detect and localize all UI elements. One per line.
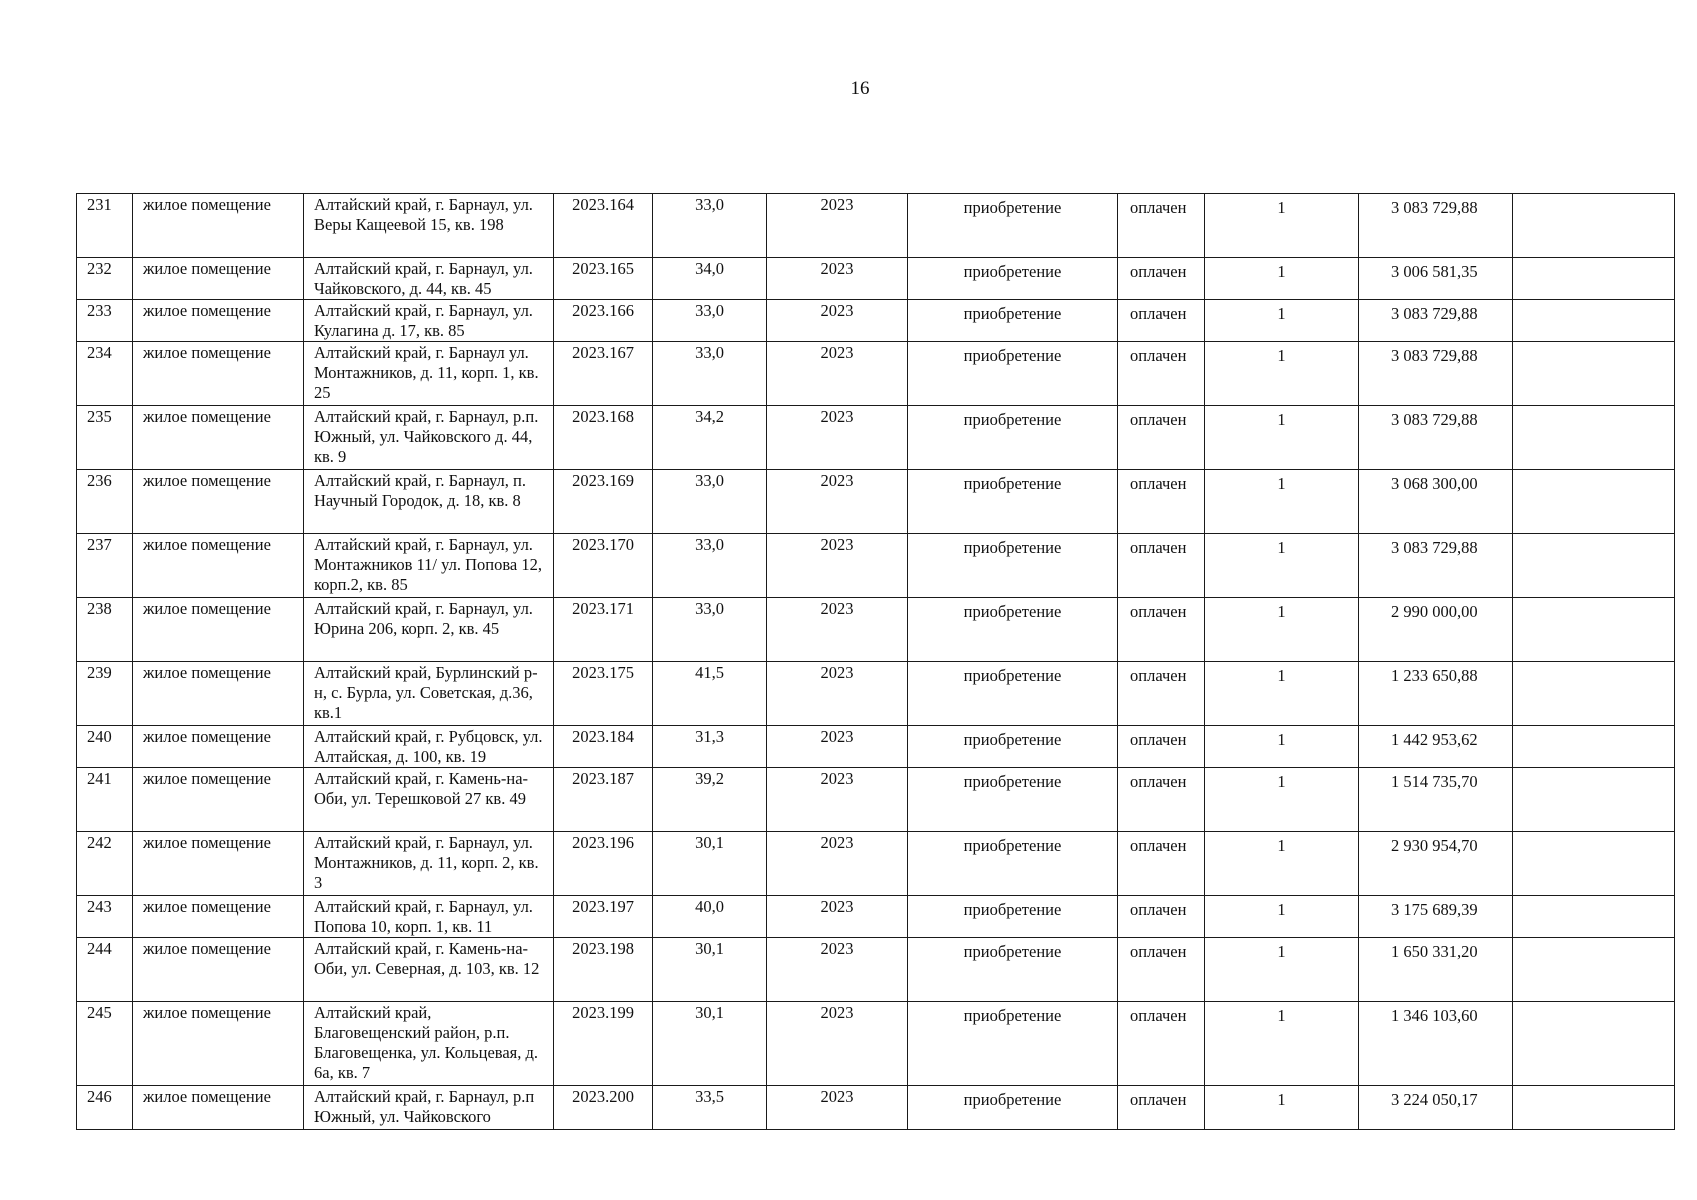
operation-cell: приобретение — [908, 832, 1118, 896]
payment-status-cell: оплачен — [1118, 406, 1205, 470]
area-cell: 33,0 — [653, 300, 767, 342]
area-cell: 33,0 — [653, 470, 767, 534]
quantity-cell: 1 — [1205, 832, 1359, 896]
empty-cell — [1513, 598, 1675, 662]
operation-cell: приобретение — [908, 470, 1118, 534]
table-row — [77, 534, 1675, 598]
empty-cell — [1513, 406, 1675, 470]
operation-cell: приобретение — [908, 194, 1118, 258]
property-type-cell: жилое помещение — [133, 662, 304, 726]
quantity-cell: 1 — [1205, 534, 1359, 598]
property-registry-table — [76, 193, 1675, 1130]
quantity-cell: 1 — [1205, 406, 1359, 470]
table-row — [77, 194, 1675, 258]
table-row — [77, 1002, 1675, 1086]
property-type-cell: жилое помещение — [133, 1002, 304, 1086]
year-cell: 2023 — [767, 342, 908, 406]
year-cell: 2023 — [767, 300, 908, 342]
operation-cell: приобретение — [908, 1002, 1118, 1086]
payment-status-cell: оплачен — [1118, 1086, 1205, 1130]
year-cell: 2023 — [767, 938, 908, 1002]
registry-number-cell: 2023.164 — [554, 194, 653, 258]
price-cell: 3 175 689,39 — [1359, 896, 1513, 938]
property-type-cell: жилое помещение — [133, 406, 304, 470]
year-cell: 2023 — [767, 470, 908, 534]
registry-number-cell: 2023.197 — [554, 896, 653, 938]
property-type-cell: жилое помещение — [133, 832, 304, 896]
property-type-cell: жилое помещение — [133, 896, 304, 938]
table-row — [77, 598, 1675, 662]
operation-cell: приобретение — [908, 938, 1118, 1002]
table-row — [77, 342, 1675, 406]
price-cell: 3 083 729,88 — [1359, 194, 1513, 258]
table-body — [77, 194, 1675, 1130]
empty-cell — [1513, 342, 1675, 406]
table-row — [77, 938, 1675, 1002]
address-cell: Алтайский край, г. Барнаул, ул. Попова 10, корп. 1, кв. 11 — [304, 896, 554, 938]
area-cell: 34,0 — [653, 258, 767, 300]
row-number-cell: 237 — [77, 534, 133, 598]
registry-number-cell: 2023.168 — [554, 406, 653, 470]
area-cell: 41,5 — [653, 662, 767, 726]
area-cell: 33,0 — [653, 534, 767, 598]
row-number-cell: 236 — [77, 470, 133, 534]
empty-cell — [1513, 662, 1675, 726]
address-cell: Алтайский край, г. Барнаул, ул. Веры Кащеевой 15, кв. 198 — [304, 194, 554, 258]
area-cell: 30,1 — [653, 938, 767, 1002]
operation-cell: приобретение — [908, 598, 1118, 662]
row-number-cell: 241 — [77, 768, 133, 832]
empty-cell — [1513, 1086, 1675, 1130]
quantity-cell: 1 — [1205, 598, 1359, 662]
payment-status-cell: оплачен — [1118, 194, 1205, 258]
address-cell: Алтайский край, г. Барнаул, ул. Кулагина д. 17, кв. 85 — [304, 300, 554, 342]
year-cell: 2023 — [767, 1002, 908, 1086]
empty-cell — [1513, 534, 1675, 598]
row-number-cell: 240 — [77, 726, 133, 768]
page-number: 16 — [850, 78, 870, 99]
quantity-cell: 1 — [1205, 258, 1359, 300]
quantity-cell: 1 — [1205, 896, 1359, 938]
payment-status-cell: оплачен — [1118, 768, 1205, 832]
quantity-cell: 1 — [1205, 662, 1359, 726]
operation-cell: приобретение — [908, 662, 1118, 726]
empty-cell — [1513, 1002, 1675, 1086]
registry-number-cell: 2023.199 — [554, 1002, 653, 1086]
property-type-cell: жилое помещение — [133, 300, 304, 342]
address-cell: Алтайский край, г. Барнаул, р.п Южный, ул. Чайковского — [304, 1086, 554, 1130]
quantity-cell: 1 — [1205, 470, 1359, 534]
price-cell: 3 006 581,35 — [1359, 258, 1513, 300]
property-type-cell: жилое помещение — [133, 258, 304, 300]
operation-cell: приобретение — [908, 896, 1118, 938]
row-number-cell: 231 — [77, 194, 133, 258]
row-number-cell: 246 — [77, 1086, 133, 1130]
registry-number-cell: 2023.198 — [554, 938, 653, 1002]
address-cell: Алтайский край, г. Барнаул, п. Научный Городок, д. 18, кв. 8 — [304, 470, 554, 534]
year-cell: 2023 — [767, 726, 908, 768]
property-type-cell: жилое помещение — [133, 470, 304, 534]
row-number-cell: 233 — [77, 300, 133, 342]
payment-status-cell: оплачен — [1118, 342, 1205, 406]
payment-status-cell: оплачен — [1118, 598, 1205, 662]
row-number-cell: 232 — [77, 258, 133, 300]
operation-cell: приобретение — [908, 726, 1118, 768]
quantity-cell: 1 — [1205, 938, 1359, 1002]
address-cell: Алтайский край, г. Барнаул, ул. Монтажников, д. 11, корп. 2, кв. 3 — [304, 832, 554, 896]
area-cell: 34,2 — [653, 406, 767, 470]
quantity-cell: 1 — [1205, 1002, 1359, 1086]
area-cell: 33,5 — [653, 1086, 767, 1130]
registry-number-cell: 2023.200 — [554, 1086, 653, 1130]
row-number-cell: 239 — [77, 662, 133, 726]
payment-status-cell: оплачен — [1118, 258, 1205, 300]
operation-cell: приобретение — [908, 768, 1118, 832]
price-cell: 3 083 729,88 — [1359, 342, 1513, 406]
year-cell: 2023 — [767, 662, 908, 726]
area-cell: 33,0 — [653, 598, 767, 662]
quantity-cell: 1 — [1205, 1086, 1359, 1130]
address-cell: Алтайский край, Бурлинский р-н, с. Бурла, ул. Советская, д.36, кв.1 — [304, 662, 554, 726]
price-cell: 3 083 729,88 — [1359, 300, 1513, 342]
empty-cell — [1513, 258, 1675, 300]
operation-cell: приобретение — [908, 406, 1118, 470]
table-row — [77, 662, 1675, 726]
year-cell: 2023 — [767, 258, 908, 300]
empty-cell — [1513, 938, 1675, 1002]
empty-cell — [1513, 726, 1675, 768]
payment-status-cell: оплачен — [1118, 938, 1205, 1002]
payment-status-cell: оплачен — [1118, 470, 1205, 534]
row-number-cell: 234 — [77, 342, 133, 406]
row-number-cell: 245 — [77, 1002, 133, 1086]
operation-cell: приобретение — [908, 342, 1118, 406]
address-cell: Алтайский край, г. Барнаул, ул. Монтажников 11/ ул. Попова 12, корп.2, кв. 85 — [304, 534, 554, 598]
registry-number-cell: 2023.184 — [554, 726, 653, 768]
price-cell: 1 514 735,70 — [1359, 768, 1513, 832]
year-cell: 2023 — [767, 194, 908, 258]
address-cell: Алтайский край, г. Барнаул, ул. Чайковского, д. 44, кв. 45 — [304, 258, 554, 300]
registry-number-cell: 2023.165 — [554, 258, 653, 300]
registry-number-cell: 2023.170 — [554, 534, 653, 598]
row-number-cell: 244 — [77, 938, 133, 1002]
empty-cell — [1513, 194, 1675, 258]
price-cell: 3 083 729,88 — [1359, 406, 1513, 470]
empty-cell — [1513, 300, 1675, 342]
row-number-cell: 242 — [77, 832, 133, 896]
year-cell: 2023 — [767, 534, 908, 598]
registry-number-cell: 2023.171 — [554, 598, 653, 662]
address-cell: Алтайский край, г. Барнаул, р.п. Южный, ул. Чайковского д. 44, кв. 9 — [304, 406, 554, 470]
quantity-cell: 1 — [1205, 726, 1359, 768]
table-row — [77, 258, 1675, 300]
payment-status-cell: оплачен — [1118, 534, 1205, 598]
row-number-cell: 238 — [77, 598, 133, 662]
row-number-cell: 235 — [77, 406, 133, 470]
year-cell: 2023 — [767, 768, 908, 832]
operation-cell: приобретение — [908, 258, 1118, 300]
price-cell: 1 233 650,88 — [1359, 662, 1513, 726]
price-cell: 3 068 300,00 — [1359, 470, 1513, 534]
empty-cell — [1513, 896, 1675, 938]
property-type-cell: жилое помещение — [133, 342, 304, 406]
address-cell: Алтайский край, г. Рубцовск, ул. Алтайская, д. 100, кв. 19 — [304, 726, 554, 768]
property-type-cell: жилое помещение — [133, 194, 304, 258]
year-cell: 2023 — [767, 832, 908, 896]
table-row — [77, 406, 1675, 470]
payment-status-cell: оплачен — [1118, 300, 1205, 342]
table-row — [77, 300, 1675, 342]
operation-cell: приобретение — [908, 300, 1118, 342]
registry-number-cell: 2023.167 — [554, 342, 653, 406]
area-cell: 33,0 — [653, 342, 767, 406]
operation-cell: приобретение — [908, 1086, 1118, 1130]
property-type-cell: жилое помещение — [133, 726, 304, 768]
table-row — [77, 832, 1675, 896]
property-type-cell: жилое помещение — [133, 598, 304, 662]
registry-number-cell: 2023.166 — [554, 300, 653, 342]
area-cell: 40,0 — [653, 896, 767, 938]
registry-number-cell: 2023.175 — [554, 662, 653, 726]
year-cell: 2023 — [767, 598, 908, 662]
payment-status-cell: оплачен — [1118, 726, 1205, 768]
address-cell: Алтайский край, г. Барнаул ул. Монтажников, д. 11, корп. 1, кв. 25 — [304, 342, 554, 406]
quantity-cell: 1 — [1205, 768, 1359, 832]
property-type-cell: жилое помещение — [133, 768, 304, 832]
year-cell: 2023 — [767, 1086, 908, 1130]
payment-status-cell: оплачен — [1118, 832, 1205, 896]
row-number-cell: 243 — [77, 896, 133, 938]
address-cell: Алтайский край, г. Камень-на-Оби, ул. Терешковой 27 кв. 49 — [304, 768, 554, 832]
area-cell: 31,3 — [653, 726, 767, 768]
payment-status-cell: оплачен — [1118, 662, 1205, 726]
registry-number-cell: 2023.169 — [554, 470, 653, 534]
empty-cell — [1513, 832, 1675, 896]
table-row — [77, 768, 1675, 832]
empty-cell — [1513, 768, 1675, 832]
price-cell: 3 083 729,88 — [1359, 534, 1513, 598]
address-cell: Алтайский край, Благовещенский район, р.п. Благовещенка, ул. Кольцевая, д. 6а, кв. 7 — [304, 1002, 554, 1086]
property-type-cell: жилое помещение — [133, 534, 304, 598]
table-row — [77, 726, 1675, 768]
registry-number-cell: 2023.196 — [554, 832, 653, 896]
area-cell: 33,0 — [653, 194, 767, 258]
table-row — [77, 470, 1675, 534]
table-row — [77, 1086, 1675, 1130]
payment-status-cell: оплачен — [1118, 896, 1205, 938]
registry-number-cell: 2023.187 — [554, 768, 653, 832]
operation-cell: приобретение — [908, 534, 1118, 598]
price-cell: 1 650 331,20 — [1359, 938, 1513, 1002]
payment-status-cell: оплачен — [1118, 1002, 1205, 1086]
area-cell: 30,1 — [653, 1002, 767, 1086]
address-cell: Алтайский край, г. Барнаул, ул. Юрина 206, корп. 2, кв. 45 — [304, 598, 554, 662]
area-cell: 30,1 — [653, 832, 767, 896]
table-row — [77, 896, 1675, 938]
year-cell: 2023 — [767, 896, 908, 938]
price-cell: 1 442 953,62 — [1359, 726, 1513, 768]
property-type-cell: жилое помещение — [133, 938, 304, 1002]
price-cell: 3 224 050,17 — [1359, 1086, 1513, 1130]
area-cell: 39,2 — [653, 768, 767, 832]
year-cell: 2023 — [767, 406, 908, 470]
price-cell: 2 930 954,70 — [1359, 832, 1513, 896]
quantity-cell: 1 — [1205, 194, 1359, 258]
price-cell: 2 990 000,00 — [1359, 598, 1513, 662]
quantity-cell: 1 — [1205, 342, 1359, 406]
property-type-cell: жилое помещение — [133, 1086, 304, 1130]
price-cell: 1 346 103,60 — [1359, 1002, 1513, 1086]
quantity-cell: 1 — [1205, 300, 1359, 342]
empty-cell — [1513, 470, 1675, 534]
address-cell: Алтайский край, г. Камень-на-Оби, ул. Северная, д. 103, кв. 12 — [304, 938, 554, 1002]
